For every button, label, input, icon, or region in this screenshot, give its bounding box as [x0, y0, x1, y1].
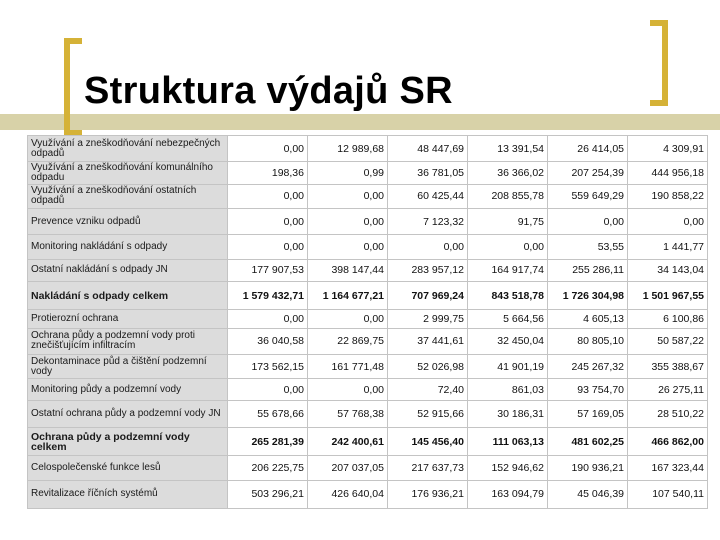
value-cell: 36 040,58: [228, 328, 308, 354]
table-row: [28, 259, 708, 281]
table-row: [28, 184, 708, 208]
value-cell: 91,75: [468, 208, 548, 234]
value-cell: 4 605,13: [548, 310, 628, 328]
value-cell: 0,99: [308, 162, 388, 184]
table-row: [28, 162, 708, 184]
value-cell: 57 768,38: [308, 401, 388, 427]
value-cell: 0,00: [228, 310, 308, 328]
value-cell: 37 441,61: [388, 328, 468, 354]
value-cell: 72,40: [388, 379, 468, 401]
table-row: [28, 456, 708, 480]
row-label: Ochrana půdy a podzemní vody celkem: [28, 427, 228, 455]
value-cell: 176 936,21: [388, 480, 468, 509]
value-cell: 481 602,25: [548, 427, 628, 455]
table-row: [28, 328, 708, 354]
value-cell: 0,00: [468, 235, 548, 259]
value-cell: 93 754,70: [548, 379, 628, 401]
value-cell: 145 456,40: [388, 427, 468, 455]
value-cell: 0,00: [308, 379, 388, 401]
value-cell: 32 450,04: [468, 328, 548, 354]
value-cell: 242 400,61: [308, 427, 388, 455]
value-cell: 45 046,39: [548, 480, 628, 509]
table-row: [28, 401, 708, 427]
right-bracket-decoration: [650, 20, 668, 106]
value-cell: 190 858,22: [628, 184, 708, 208]
value-cell: 161 771,48: [308, 354, 388, 378]
value-cell: 0,00: [228, 136, 308, 162]
value-cell: 173 562,15: [228, 354, 308, 378]
value-cell: 265 281,39: [228, 427, 308, 455]
value-cell: 0,00: [308, 208, 388, 234]
row-label: Monitoring nakládání s odpady: [28, 235, 228, 259]
row-label: Ochrana půdy a podzemní vody proti znečišťujícím infiltracím: [28, 328, 228, 354]
table-row: [28, 310, 708, 328]
value-cell: 559 649,29: [548, 184, 628, 208]
value-cell: 398 147,44: [308, 259, 388, 281]
value-cell: 107 540,11: [628, 480, 708, 509]
value-cell: 12 989,68: [308, 136, 388, 162]
value-cell: 7 123,32: [388, 208, 468, 234]
row-label: Celospolečenské funkce lesů: [28, 456, 228, 480]
value-cell: 48 447,69: [388, 136, 468, 162]
value-cell: 426 640,04: [308, 480, 388, 509]
value-cell: 5 664,56: [468, 310, 548, 328]
value-cell: 28 510,22: [628, 401, 708, 427]
row-label: Nakládání s odpady celkem: [28, 281, 228, 309]
value-cell: 57 169,05: [548, 401, 628, 427]
value-cell: 0,00: [308, 184, 388, 208]
value-cell: 50 587,22: [628, 328, 708, 354]
table-row: [28, 379, 708, 401]
value-cell: 217 637,73: [388, 456, 468, 480]
value-cell: 206 225,75: [228, 456, 308, 480]
value-cell: 41 901,19: [468, 354, 548, 378]
row-label: Protierozní ochrana: [28, 310, 228, 328]
value-cell: 0,00: [308, 310, 388, 328]
row-label: Ostatní ochrana půdy a podzemní vody JN: [28, 401, 228, 427]
value-cell: 355 388,67: [628, 354, 708, 378]
value-cell: 52 915,66: [388, 401, 468, 427]
value-cell: 167 323,44: [628, 456, 708, 480]
value-cell: 177 907,53: [228, 259, 308, 281]
table-row: [28, 480, 708, 509]
row-label: Dekontaminace půd a čištění podzemní vody: [28, 354, 228, 378]
value-cell: 0,00: [228, 379, 308, 401]
slide-title: Struktura výdajů SR: [84, 70, 453, 112]
value-cell: 36 781,05: [388, 162, 468, 184]
value-cell: 245 267,32: [548, 354, 628, 378]
value-cell: 207 037,05: [308, 456, 388, 480]
value-cell: 53,55: [548, 235, 628, 259]
value-cell: 444 956,18: [628, 162, 708, 184]
title-underline-bar: [0, 114, 720, 130]
value-cell: 861,03: [468, 379, 548, 401]
value-cell: 13 391,54: [468, 136, 548, 162]
value-cell: 55 678,66: [228, 401, 308, 427]
value-cell: 1 501 967,55: [628, 281, 708, 309]
value-cell: 26 414,05: [548, 136, 628, 162]
value-cell: 4 309,91: [628, 136, 708, 162]
value-cell: 111 063,13: [468, 427, 548, 455]
table-row: [28, 235, 708, 259]
value-cell: 466 862,00: [628, 427, 708, 455]
value-cell: 190 936,21: [548, 456, 628, 480]
value-cell: 0,00: [388, 235, 468, 259]
expenditure-table: [27, 135, 708, 509]
value-cell: 207 254,39: [548, 162, 628, 184]
value-cell: 60 425,44: [388, 184, 468, 208]
table-row: [28, 427, 708, 455]
left-bracket-decoration: [64, 38, 82, 136]
row-label: Ostatní nakládání s odpady JN: [28, 259, 228, 281]
expenditure-table-container: [27, 135, 707, 509]
value-cell: 0,00: [228, 208, 308, 234]
value-cell: 255 286,11: [548, 259, 628, 281]
value-cell: 503 296,21: [228, 480, 308, 509]
value-cell: 52 026,98: [388, 354, 468, 378]
value-cell: 283 957,12: [388, 259, 468, 281]
value-cell: 164 917,74: [468, 259, 548, 281]
value-cell: 152 946,62: [468, 456, 548, 480]
value-cell: 34 143,04: [628, 259, 708, 281]
value-cell: 843 518,78: [468, 281, 548, 309]
value-cell: 0,00: [628, 208, 708, 234]
row-label: Monitoring půdy a podzemní vody: [28, 379, 228, 401]
value-cell: 36 366,02: [468, 162, 548, 184]
row-label: Využívání a zneškodňování komunálního odpadu: [28, 162, 228, 184]
value-cell: 30 186,31: [468, 401, 548, 427]
value-cell: 0,00: [548, 208, 628, 234]
table-row: [28, 354, 708, 378]
value-cell: 1 441,77: [628, 235, 708, 259]
value-cell: 0,00: [308, 235, 388, 259]
row-label: Využívání a zneškodňování ostatních odpadů: [28, 184, 228, 208]
value-cell: 80 805,10: [548, 328, 628, 354]
row-label: Využívání a zneškodňování nebezpečných odpadů: [28, 136, 228, 162]
value-cell: 1 579 432,71: [228, 281, 308, 309]
table-body: [28, 136, 708, 509]
table-row: [28, 208, 708, 234]
value-cell: 1 164 677,21: [308, 281, 388, 309]
table-row: [28, 136, 708, 162]
value-cell: 0,00: [228, 235, 308, 259]
value-cell: 1 726 304,98: [548, 281, 628, 309]
value-cell: 26 275,11: [628, 379, 708, 401]
value-cell: 6 100,86: [628, 310, 708, 328]
value-cell: 0,00: [228, 184, 308, 208]
table-row: [28, 281, 708, 309]
value-cell: 198,36: [228, 162, 308, 184]
value-cell: 2 999,75: [388, 310, 468, 328]
value-cell: 707 969,24: [388, 281, 468, 309]
row-label: Prevence vzniku odpadů: [28, 208, 228, 234]
value-cell: 22 869,75: [308, 328, 388, 354]
value-cell: 163 094,79: [468, 480, 548, 509]
value-cell: 208 855,78: [468, 184, 548, 208]
row-label: Revitalizace říčních systémů: [28, 480, 228, 509]
